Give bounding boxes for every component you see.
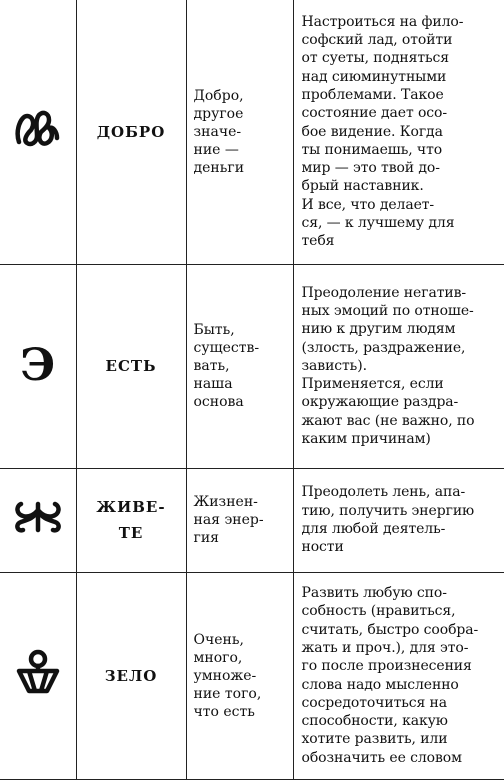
letter-name: ДОБРО bbox=[76, 0, 186, 264]
letter-description: Развить любую спо- собность (нравиться, считать, быстро сообра- жать и проч.), для это- го после произнесения слова надо мысленно сосредоточиться на способности, какую хотите развить, или обозначить ее словом bbox=[293, 572, 504, 779]
letter-zhivete-glyph bbox=[0, 468, 76, 572]
letter-dobro-glyph bbox=[0, 0, 76, 264]
letter-meaning: Добро, другое значе- ние — деньги bbox=[186, 0, 293, 264]
letter-name: ЕСТЬ bbox=[76, 264, 186, 468]
letter-zelo-icon bbox=[13, 647, 63, 697]
table-row bbox=[0, 0, 504, 264]
letter-est-glyph: Э bbox=[0, 264, 76, 468]
letter-description: Настроиться на фило- софский лад, отойти от суеты, подняться над сиюминутными проблемами. Такое состояние дает осо- бое видение. Когда ты понимаешь, что мир — это твой до- брый наставник. И все, что делает- ся, — к лучшему для тебя bbox=[293, 0, 504, 264]
table-row bbox=[0, 468, 504, 572]
letter-zhivete-icon bbox=[13, 498, 63, 534]
table-row bbox=[0, 572, 504, 779]
letter-dobro-icon bbox=[13, 108, 63, 148]
letter-zelo-glyph bbox=[0, 572, 76, 779]
letter-description: Преодолеть лень, апа- тию, получить энергию для любой деятель- ности bbox=[293, 468, 504, 572]
letter-name: ЖИВЕ- ТЕ bbox=[76, 468, 186, 572]
letter-name: ЗЕЛО bbox=[76, 572, 186, 779]
letter-meaning: Очень, много, умноже- ние того, что есть bbox=[186, 572, 293, 779]
letter-meaning: Быть, существ- вать, наша основа bbox=[186, 264, 293, 468]
letter-meaning: Жизнен- ная энер- гия bbox=[186, 468, 293, 572]
table-row bbox=[0, 264, 504, 468]
letter-description: Преодоление негатив- ных эмоций по отноше- нию к другим людям (злость, раздражение, зависть). Применяется, если окружающие раздра- жают вас (не важно, по каким причинам) bbox=[293, 264, 504, 468]
